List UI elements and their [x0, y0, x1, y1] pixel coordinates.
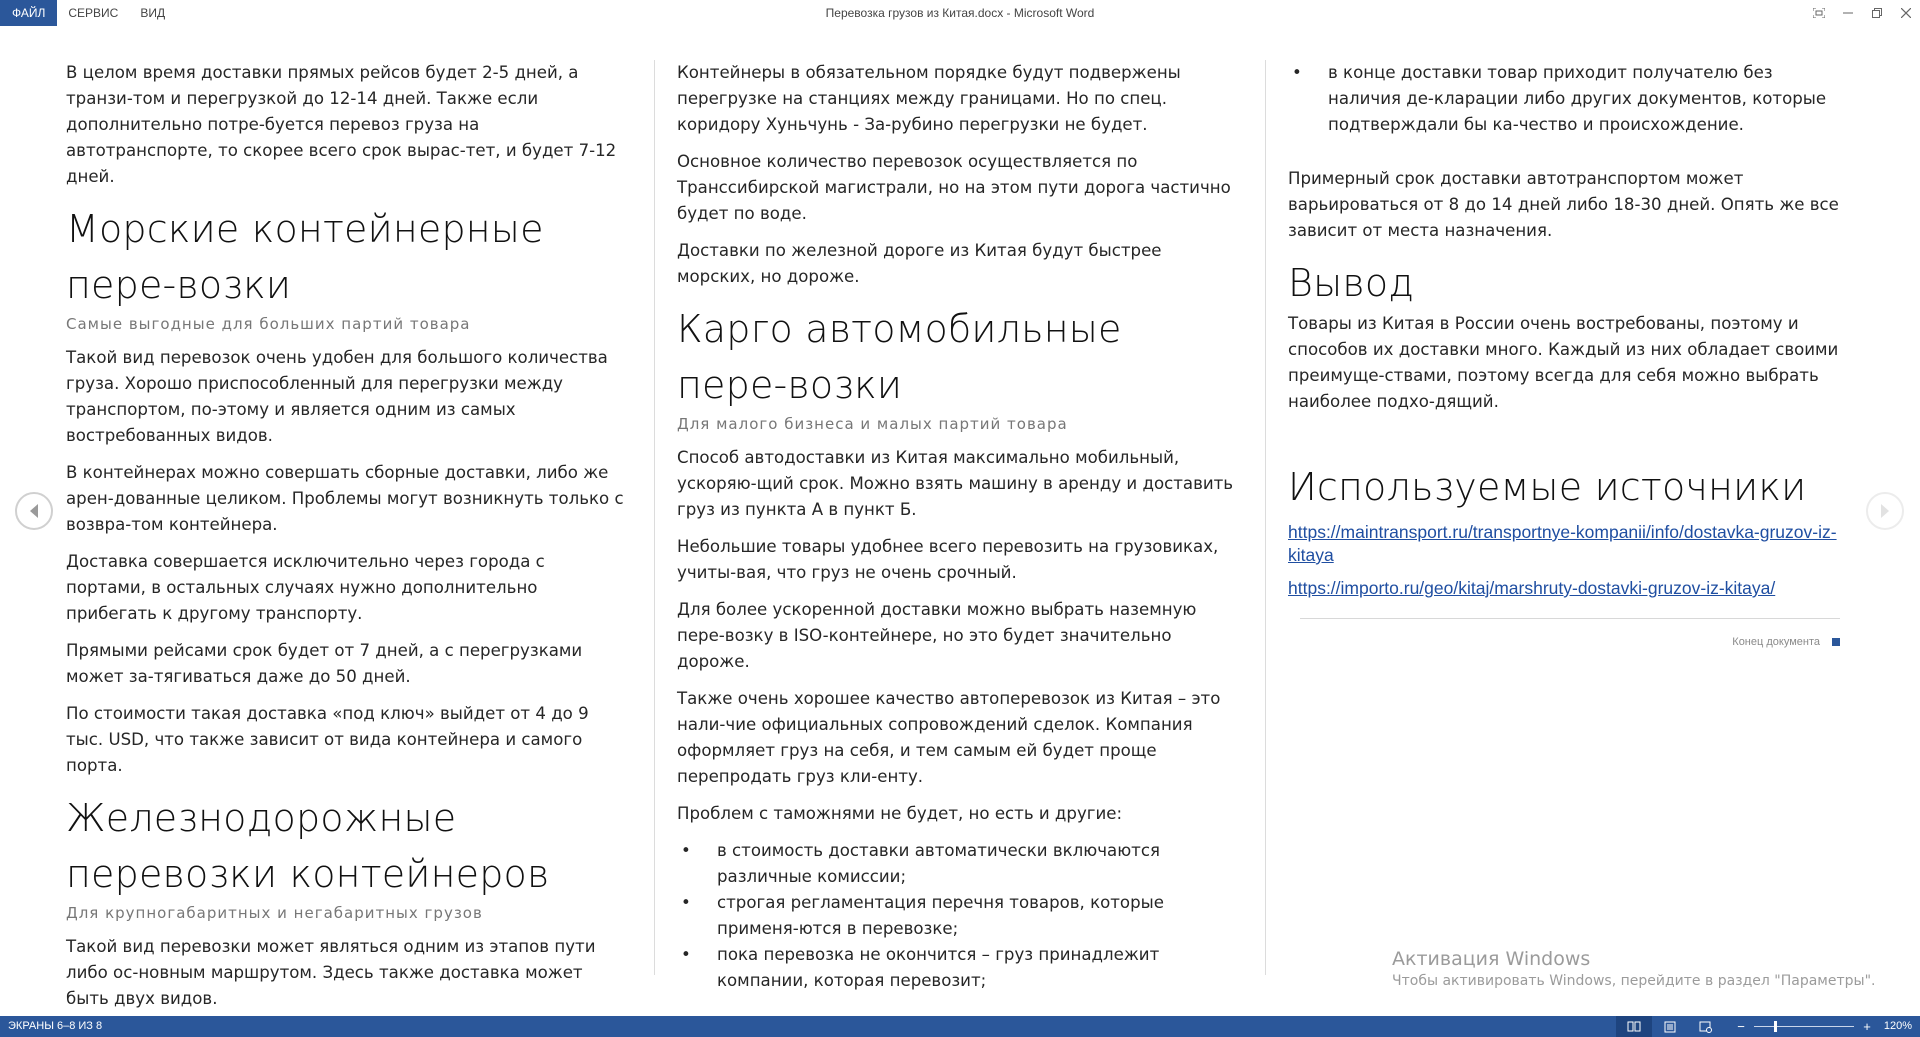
paragraph: Примерный срок доставки автотранспортом может варьироваться от 8 до 14 дней либо 18-30 дней. Опять же все зависит от места назначения. [1288, 169, 1839, 240]
paragraph: Также очень хорошее качество автоперевозок из Китая – это нали-чие официальных сопровождений сделок. Компания оформляет груз на себя, и тем самым ей будет проще перепродать груз кли-енту. [677, 689, 1221, 786]
zoom-out-button[interactable]: − [1737, 1019, 1745, 1034]
bullet-icon: • [681, 945, 691, 964]
fullscreen-button[interactable] [1804, 0, 1833, 26]
end-of-document [1288, 629, 1848, 655]
watermark-title: Активация Windows [1392, 948, 1591, 970]
zoom-in-button[interactable]: + [1863, 1019, 1871, 1034]
paragraph: По стоимости такая доставка «под ключ» выйдет от 4 до 9 тыс. USD, что также зависит от вида контейнера и самого порта. [66, 704, 589, 775]
arrow-right-icon [1878, 503, 1892, 519]
heading-rail-transport: Железнодорожные перевозки контейнеров [66, 796, 550, 896]
bullet-icon: • [1292, 63, 1302, 82]
source-link-2[interactable]: https://importo.ru/geo/kitaj/marshruty-dostavki-gruzov-iz-kitaya/ [1288, 578, 1776, 598]
read-mode-button[interactable] [1616, 1016, 1652, 1037]
paragraph: В целом время доставки прямых рейсов будет 2-5 дней, а транзи-том и перегрузкой до 12-14 дней. Также если дополнительно потре-буется перевоз груза на автотранспорте, то скорее всего срок вырас-тет, и будет 7-12 дней. [66, 63, 617, 186]
restore-icon [1872, 8, 1882, 18]
paragraph: Такой вид перевозок очень удобен для большого количества груза. Хорошо приспособленный для перегрузки между транспортом, по-этому и является одним из самых востребованных видов. [66, 348, 608, 445]
previous-screen-button[interactable] [15, 492, 53, 530]
paragraph: Небольшие товары удобнее всего перевозить на грузовиках, учиты-вая, что груз не очень срочный. [677, 537, 1219, 582]
activation-watermark [1392, 947, 1875, 991]
subheading-sea-transport: Самые выгодные для больших партий товара [66, 315, 471, 333]
menu-service[interactable]: СЕРВИС [68, 6, 119, 20]
next-screen-button[interactable] [1866, 492, 1904, 530]
paragraph: Для более ускоренной доставки можно выбрать наземную пере-возку в ISO-контейнере, но это будет значительно дороже. [677, 600, 1197, 671]
end-of-document-label: Конец документа [1732, 636, 1820, 648]
heading-auto-transport: Карго автомобильные пере-возки [677, 307, 1122, 407]
heading-sources: Используемые источники [1288, 465, 1807, 509]
column-divider [1265, 60, 1266, 975]
menu-file[interactable]: ФАЙЛ [0, 0, 57, 26]
paragraph: Основное количество перевозок осуществляется по Транссибирской магистрали, но на этом пути дорога частично будет по воде. [677, 152, 1231, 223]
document-title: Перевозка грузов из Китая.docx - Microsoft Word [825, 6, 1095, 20]
restore-button[interactable] [1862, 0, 1891, 26]
window-controls [1804, 0, 1920, 26]
status-bar [0, 1016, 1920, 1037]
column-divider [654, 60, 655, 975]
paragraph: Контейнеры в обязательном порядке будут подвержены перегрузке на станциях между границами. Но по спец. коридору Хуньчунь - За-рубино перегрузки не будет. [677, 63, 1181, 134]
close-button[interactable] [1891, 0, 1920, 26]
bullet-icon: • [681, 893, 691, 912]
arrow-left-icon [27, 503, 41, 519]
heading-sea-transport: Морские контейнерные пере-возки [66, 207, 544, 307]
screen-counter: ЭКРАНЫ 6–8 ИЗ 8 [8, 1020, 103, 1032]
fullscreen-icon [1813, 8, 1825, 18]
paragraph: Способ автодоставки из Китая максимально мобильный, ускоряю-щий срок. Можно взять машину в аренду и доставить груз из пункта А в пункт Б. [677, 448, 1234, 519]
menu-bar [0, 0, 176, 26]
source-link-1[interactable]: https://maintransport.ru/transportnye-kompanii/info/dostavka-gruzov-iz-kitaya [1288, 522, 1837, 565]
zoom-slider-thumb[interactable] [1774, 1021, 1777, 1032]
status-controls [1616, 1016, 1920, 1037]
zoom-slider[interactable] [1754, 1026, 1854, 1027]
list-item-text: в стоимость доставки автоматически включаются различные комиссии; [717, 841, 1160, 886]
print-layout-icon [1664, 1021, 1676, 1033]
list-item-text: пока перевозка не окончится – груз принадлежит компании, которая перевозит; [717, 945, 1160, 990]
heading-conclusion: Вывод [1288, 261, 1415, 305]
list-item [677, 838, 1237, 890]
close-icon [1901, 8, 1911, 18]
bullet-icon: • [681, 841, 691, 860]
paragraph: Прямыми рейсами срок будет от 7 дней, а с перегрузками может за-тягиваться даже до 50 дней. [66, 641, 583, 686]
list-item-text: строгая регламентация перечня товаров, которые применя-ются в перевозке; [717, 893, 1164, 938]
web-layout-button[interactable] [1688, 1016, 1724, 1037]
print-layout-button[interactable] [1652, 1016, 1688, 1037]
menu-view[interactable]: ВИД [140, 6, 166, 20]
read-mode-icon [1627, 1021, 1641, 1032]
watermark-text: Чтобы активировать Windows, перейдите в раздел "Параметры". [1392, 973, 1876, 989]
end-divider [1300, 618, 1840, 619]
minimize-button[interactable] [1833, 0, 1862, 26]
subheading-rail-transport: Для крупногабаритных и негабаритных грузов [66, 904, 483, 922]
paragraph: Проблем с таможнями не будет, но есть и другие: [677, 804, 1123, 823]
subheading-auto-transport: Для малого бизнеса и малых партий товара [677, 415, 1068, 433]
zoom-control [1734, 1016, 1920, 1037]
column-1 [66, 60, 626, 1023]
web-layout-icon [1699, 1021, 1713, 1033]
bullet-list [677, 838, 1237, 994]
list-item [677, 942, 1237, 994]
paragraph: Доставки по железной дороге из Китая будут быстрее морских, но дороже. [677, 241, 1162, 286]
paragraph: В контейнерах можно совершать сборные доставки, либо же арен-дованные целиком. Проблемы могут возникнуть только с возвра-том контейнера. [66, 463, 624, 534]
paragraph: Такой вид перевозки может являться одним из этапов пути либо ос-новным маршрутом. Здесь также доставка может быть двух видов. [66, 937, 596, 1008]
list-item [1288, 60, 1848, 138]
list-item [677, 890, 1237, 942]
title-bar [0, 0, 1920, 26]
list-item-text: в конце доставки товар приходит получателю без наличия де-кларации либо других документов, которые подтверждали бы ка-чество и происхождение. [1328, 63, 1827, 134]
end-marker-icon [1832, 638, 1840, 646]
paragraph: Доставка совершается исключительно через города с портами, в остальных случаях нужно дополнительно прибегать к другому транспорту. [66, 552, 545, 623]
minimize-icon [1843, 8, 1853, 18]
column-3 [1288, 60, 1848, 655]
paragraph: Товары из Китая в России очень востребованы, поэтому и способов их доставки много. Каждый из них обладает своими преимуще-ствами, поэтому всегда для себя можно выбрать наиболее подхо-дящий. [1288, 314, 1839, 411]
column-2 [677, 60, 1237, 1005]
zoom-level[interactable]: 120% [1883, 1020, 1912, 1032]
